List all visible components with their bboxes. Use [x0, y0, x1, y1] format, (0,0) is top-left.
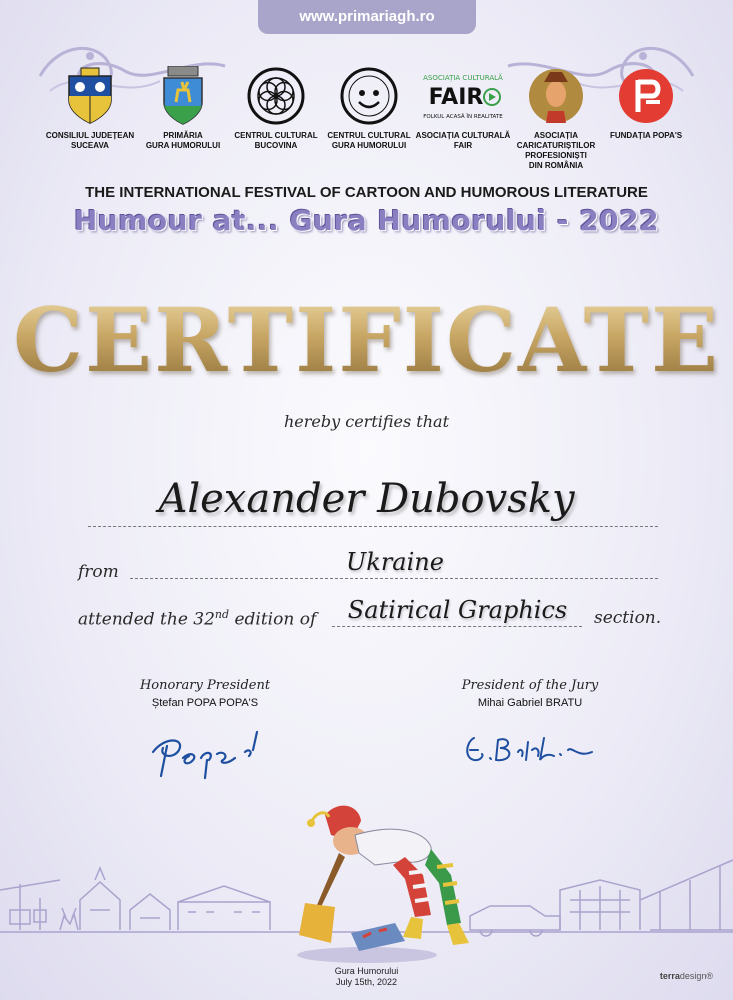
section-label: section. — [594, 608, 662, 628]
shield-deer-icon — [154, 66, 212, 126]
rosette-icon — [246, 66, 306, 126]
svg-text:FAIR: FAIR — [428, 85, 484, 110]
partner-logos — [45, 66, 690, 176]
recipient-line — [88, 526, 658, 527]
section-line — [332, 626, 582, 627]
cartoon-face-icon — [339, 66, 399, 126]
certificate-title: CERTIFICATE — [0, 288, 733, 392]
place-and-date — [0, 966, 733, 988]
logo-primaria[interactable]: PRIMĂRIA GURA HUMORULUI — [138, 66, 228, 151]
logo-centrul-cultural-bucovina[interactable]: CENTRUL CULTURAL BUCOVINA — [231, 66, 321, 151]
place-city: Gura Humorului — [334, 966, 399, 976]
svg-text:ASOCIAȚIA CULTURALĂ: ASOCIAȚIA CULTURALĂ — [423, 74, 503, 82]
attended-label: attended the 32nd edition of — [78, 608, 317, 630]
country-value: Ukraine — [346, 548, 444, 576]
jury-president-title: President of the Jury — [461, 678, 599, 693]
logo-asociatia-caricaturistilor[interactable]: ASOCIAȚIA CARICATURIȘTILOR PROFESIONIȘTI DIN ROMÂNIA — [511, 66, 601, 171]
fair-logo-icon — [418, 66, 508, 126]
section-value: Satirical Graphics — [347, 596, 568, 624]
logo-centrul-cultural-gura-humorului[interactable]: CENTRUL CULTURAL GURA HUMORULUI — [324, 66, 414, 151]
coat-of-arms-icon — [61, 66, 119, 126]
honorary-president-title: Honorary President — [139, 678, 271, 693]
honorary-president-signature — [145, 722, 275, 782]
recipient-name: Alexander Dubovsky — [158, 476, 575, 522]
website-url[interactable]: www.primariagh.ro — [258, 0, 476, 34]
svg-text:FOLKUL ACASĂ ÎN REALITATE: FOLKUL ACASĂ ÎN REALITATE — [423, 114, 503, 120]
logo-consiliul-judetean[interactable]: CONSILIUL JUDEȚEAN SUCEAVA — [45, 66, 135, 151]
from-label: from — [78, 562, 119, 582]
festival-name: Humour at... Gura Humorului - 2022 — [73, 204, 660, 237]
jester-illustration — [255, 795, 485, 970]
honorary-president-name: Ștefan POPA POPA'S — [151, 697, 259, 709]
certifies-text: hereby certifies that — [283, 412, 450, 431]
logo-fair[interactable]: ASOCIAȚIA CULTURALĂ FAIR FOLKUL ACASĂ ÎN REALITATE ASOCIAȚIA CULTURALĂ FAIR — [415, 66, 511, 151]
country-line — [130, 578, 658, 579]
jury-president-name: Mihai Gabriel BRATU — [477, 697, 583, 709]
popas-logo-icon — [616, 66, 676, 126]
place-date: July 15th, 2022 — [335, 977, 398, 987]
festival-subtitle: THE INTERNATIONAL FESTIVAL OF CARTOON AND HUMOROUS LITERATURE — [85, 184, 648, 201]
caricature-icon — [526, 66, 586, 126]
designer-brand: terradesign® — [659, 971, 713, 981]
jury-president-signature — [460, 728, 600, 773]
logo-fundatia-popas[interactable]: FUNDAȚIA POPA'S — [601, 66, 691, 141]
